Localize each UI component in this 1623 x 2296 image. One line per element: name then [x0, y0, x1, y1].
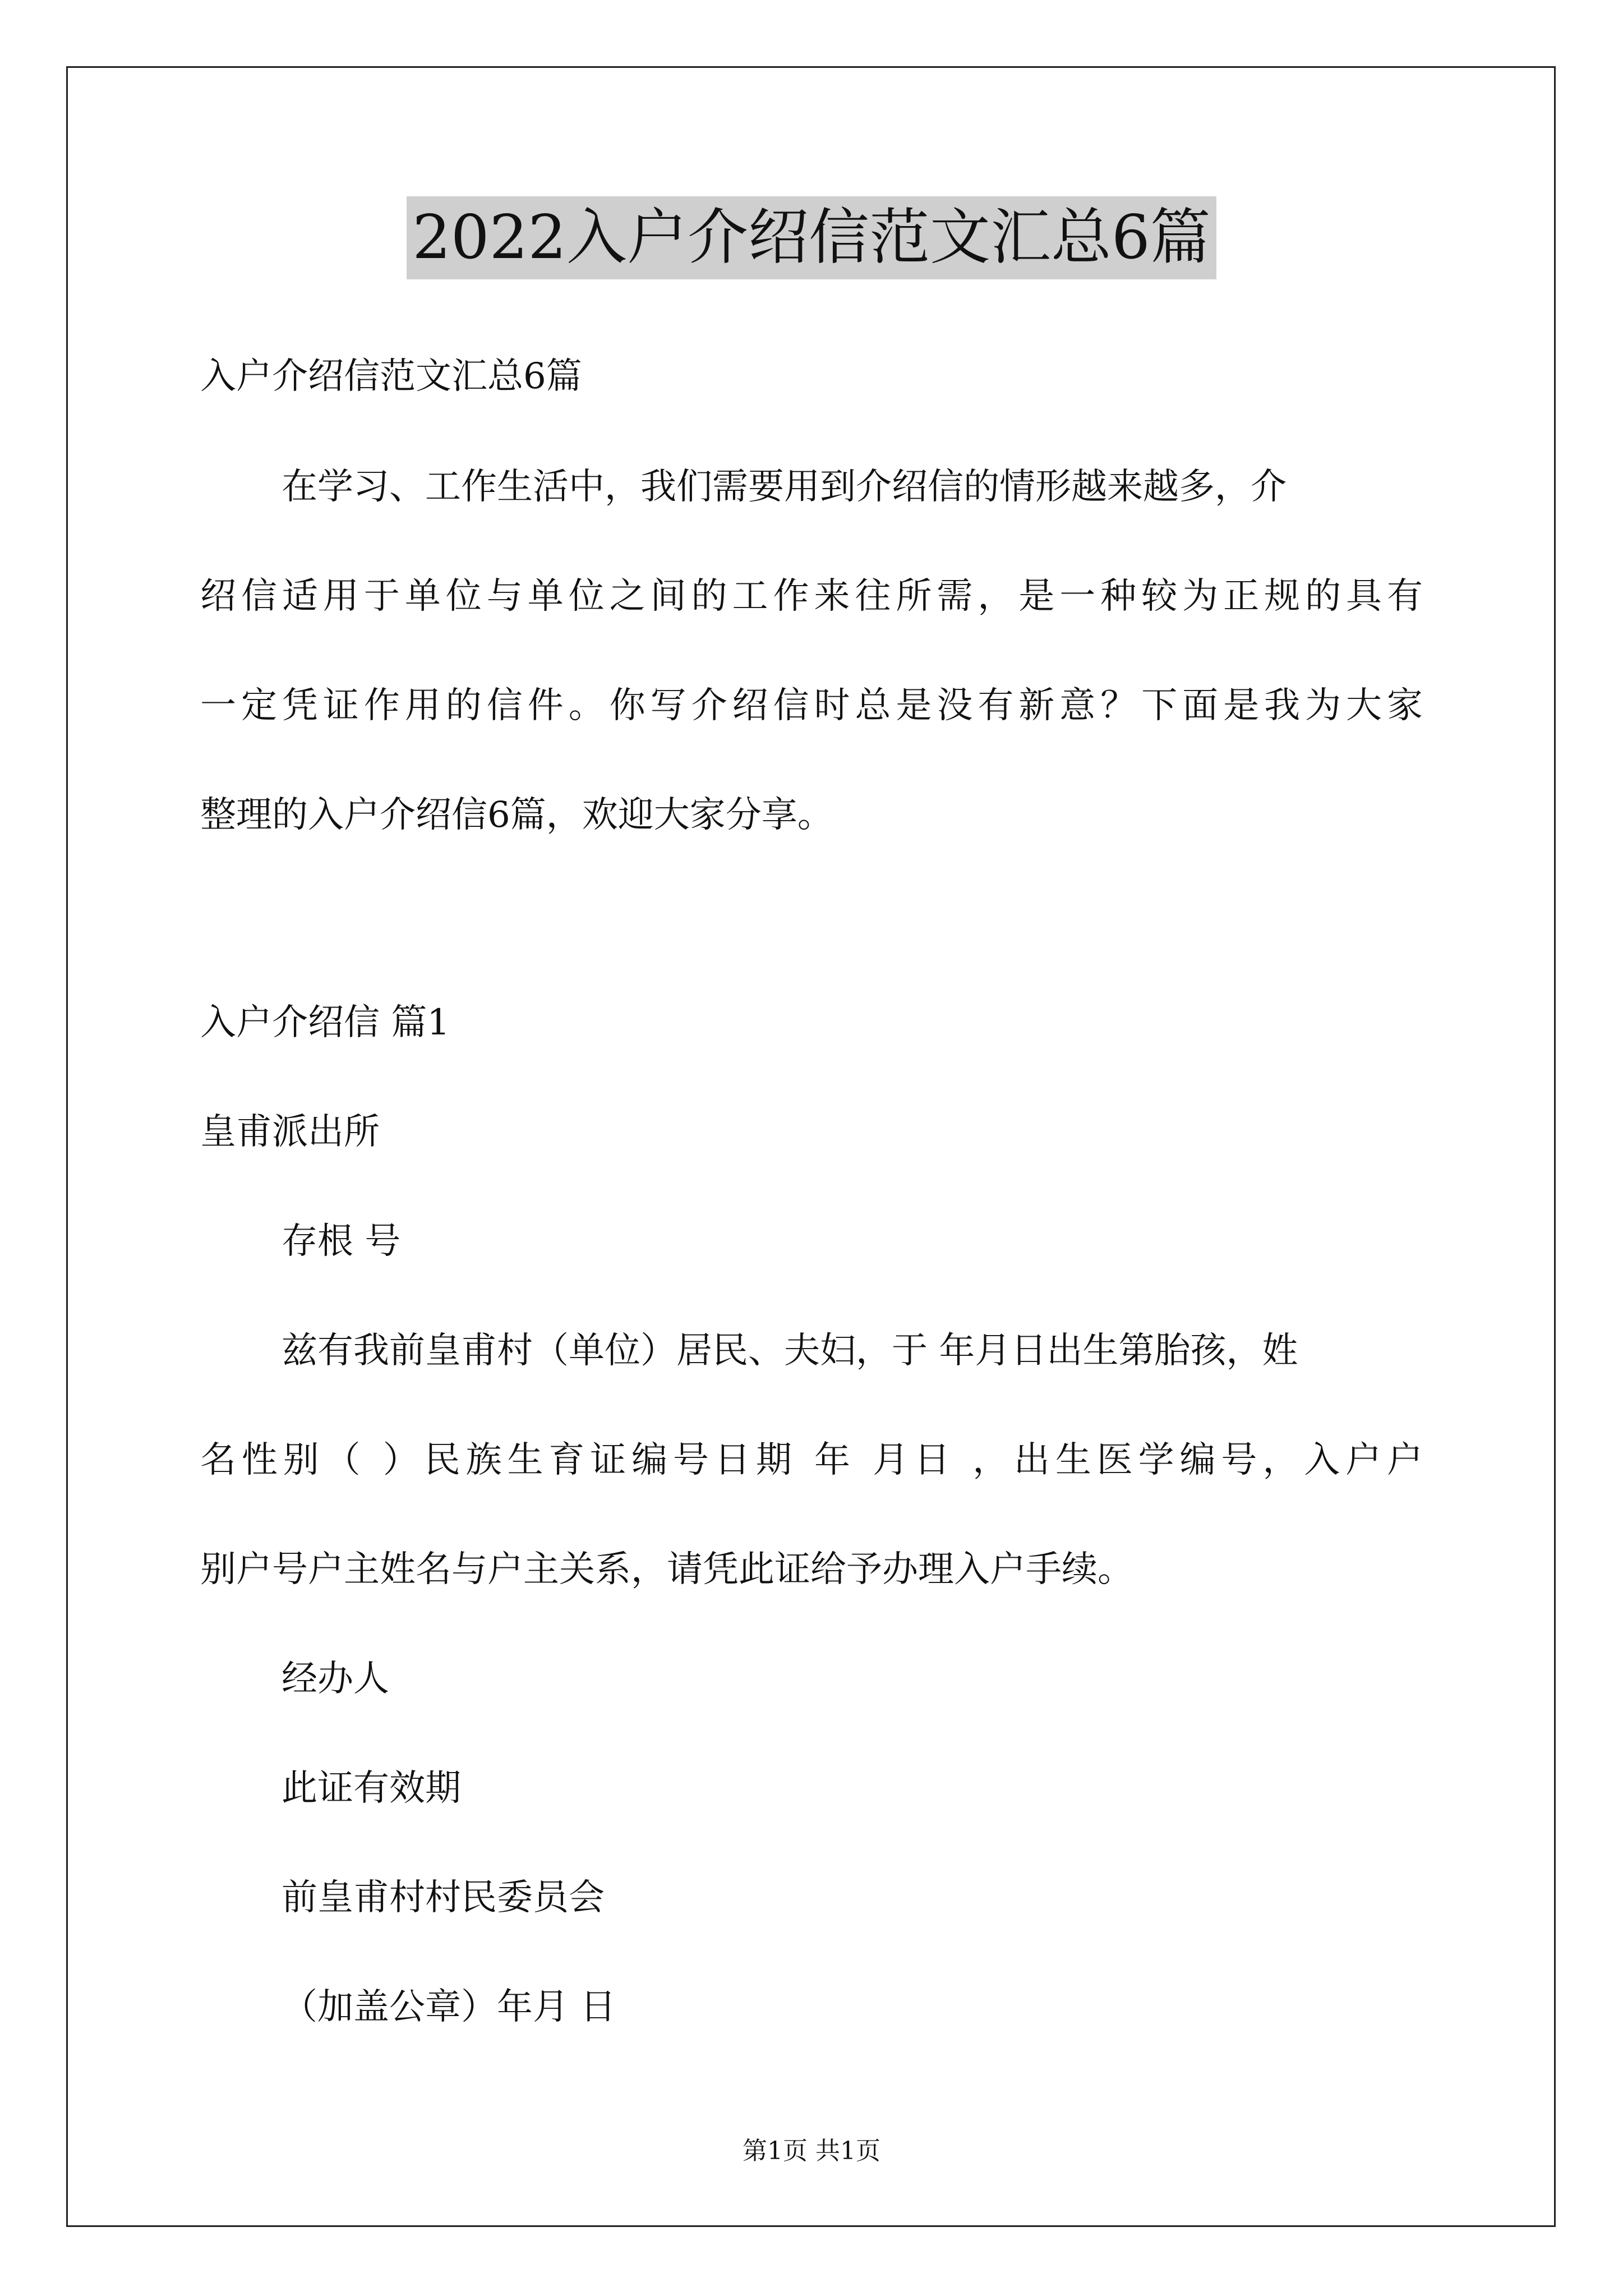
stub-number: 存根 号: [282, 1221, 401, 1262]
document-title: 2022入户介绍信范文汇总6篇: [407, 196, 1216, 279]
document-subtitle: 入户介绍信范文汇总6篇: [200, 356, 582, 397]
addressee: 皇甫派出所: [200, 1111, 380, 1153]
validity-label: 此证有效期: [282, 1768, 461, 1809]
intro-line-3: 一定凭证作用的信件。你写介绍信时总是没有新意？下面是我为大家: [200, 685, 1423, 726]
page-footer: 第1页 共1页: [743, 2137, 880, 2165]
intro-line-2: 绍信适用于单位与单位之间的工作来往所需，是一种较为正规的具有: [200, 576, 1423, 617]
body-line-3: 别户号户主姓名与户主关系，请凭此证给予办理入户手续。: [200, 1549, 1133, 1590]
intro-line-4: 整理的入户介绍信6篇，欢迎大家分享。: [200, 794, 833, 836]
body-line-1: 兹有我前皇甫村（单位）居民、夫妇，于 年月日出生第胎孩，姓: [282, 1330, 1298, 1372]
intro-line-1: 在学习、工作生活中，我们需要用到介绍信的情形越来越多，介: [282, 466, 1287, 508]
title-container: [0, 196, 1623, 279]
body-line-2: 名性别（ ）民族生育证编号日期 年 月日 ，出生医学编号，入户户: [200, 1439, 1423, 1481]
section-heading: 入户介绍信 篇1: [200, 1002, 450, 1043]
handler-label: 经办人: [282, 1658, 389, 1700]
issuer-name: 前皇甫村村民委员会: [282, 1877, 605, 1918]
seal-date: （加盖公章）年月 日: [282, 1986, 616, 2028]
